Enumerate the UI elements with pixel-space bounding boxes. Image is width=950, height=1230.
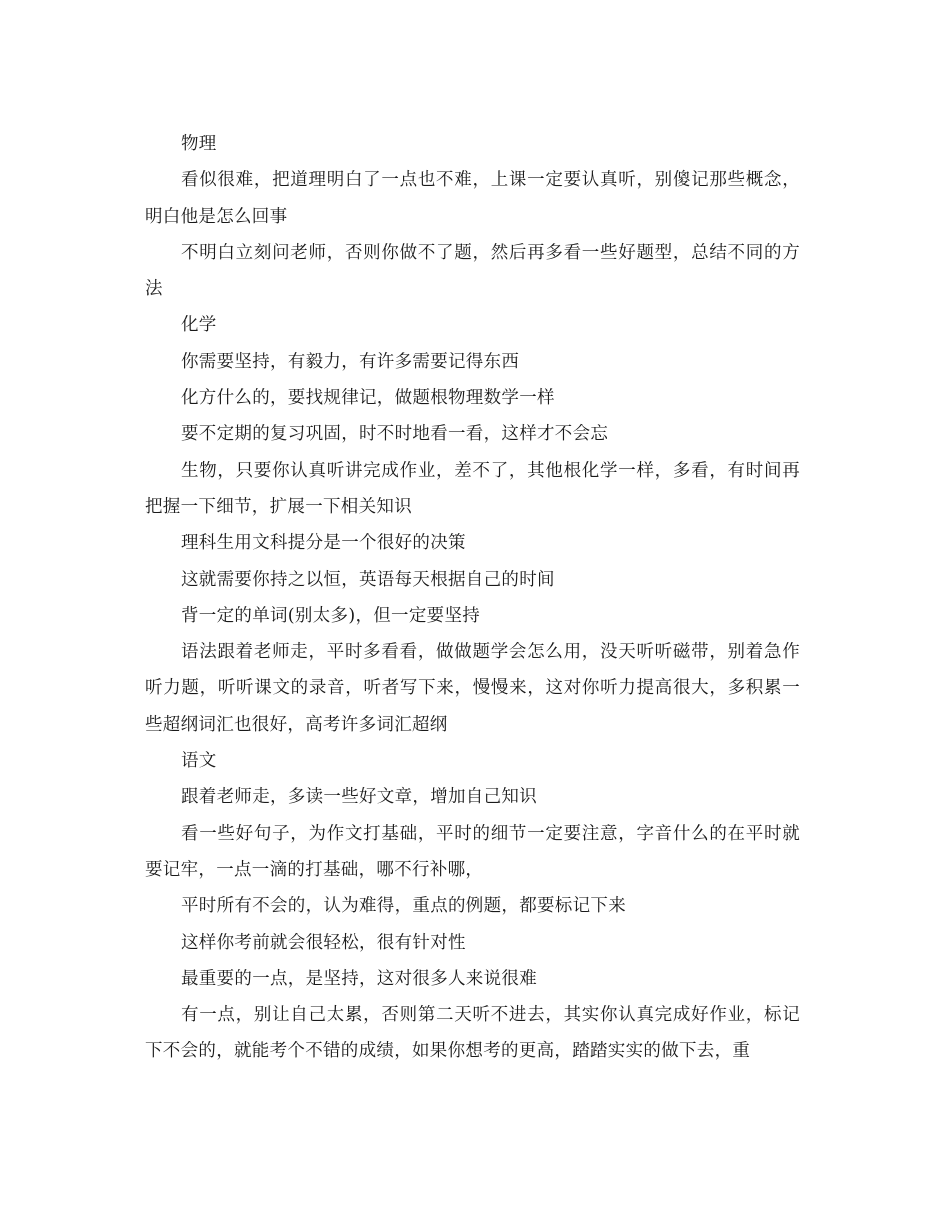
paragraph: 平时所有不会的，认为难得，重点的例题，都要标记下来	[181, 896, 626, 917]
paragraph: 看似很难，把道理明白了一点也不难，上课一定要认真听，别傻记那些概念，明白他是怎么回事	[145, 170, 800, 227]
paragraph: 跟着老师走，多读一些好文章，增加自己知识	[181, 787, 537, 808]
paragraph: 最重要的一点，是坚持，这对很多人来说很难	[181, 968, 537, 989]
paragraph: 你需要坚持，有毅力，有许多需要记得东西	[181, 351, 520, 372]
paragraph: 要不定期的复习巩固，时不时地看一看，这样才不会忘	[181, 424, 609, 445]
heading-chemistry: 化学	[181, 315, 217, 336]
heading-chinese: 语文	[181, 751, 217, 772]
paragraph: 背一定的单词(别太多)，但一定要坚持	[181, 605, 481, 626]
paragraph: 这就需要你持之以恒，英语每天根据自己的时间	[181, 569, 555, 590]
paragraph: 看一些好句子，为作文打基础，平时的细节一定要注意，字音什么的在平时就要记牢，一点一滴的打基础，哪不行补哪，	[145, 823, 800, 880]
paragraph: 不明白立刻问老师，否则你做不了题，然后再多看一些好题型，总结不同的方法	[145, 242, 800, 300]
paragraph: 理科生用文科提分是一个很好的决策	[181, 533, 466, 554]
paragraph: 生物，只要你认真听讲完成作业，差不了，其他根化学一样，多看，有时间再把握一下细节，扩展一下相关知识	[145, 460, 800, 517]
paragraph: 语法跟着老师走，平时多看看，做做题学会怎么用，没天听听磁带，别着急作听力题，听听课文的录音，听者写下来，慢慢来，这对你听力提高很大，多积累一些超纲词汇也很好，高考许多词汇超纲	[145, 642, 800, 735]
document-body	[145, 126, 800, 1070]
paragraph: 有一点，别让自己太累，否则第二天听不进去，其实你认真完成好作业，标记下不会的，就能考个不错的成绩，如果你想考的更高，踏踏实实的做下去，重	[145, 1005, 800, 1062]
heading-physics: 物理	[181, 134, 217, 154]
paragraph: 这样你考前就会很轻松，很有针对性	[181, 932, 466, 953]
paragraph: 化方什么的，要找规律记，做题根物理数学一样	[181, 388, 555, 409]
